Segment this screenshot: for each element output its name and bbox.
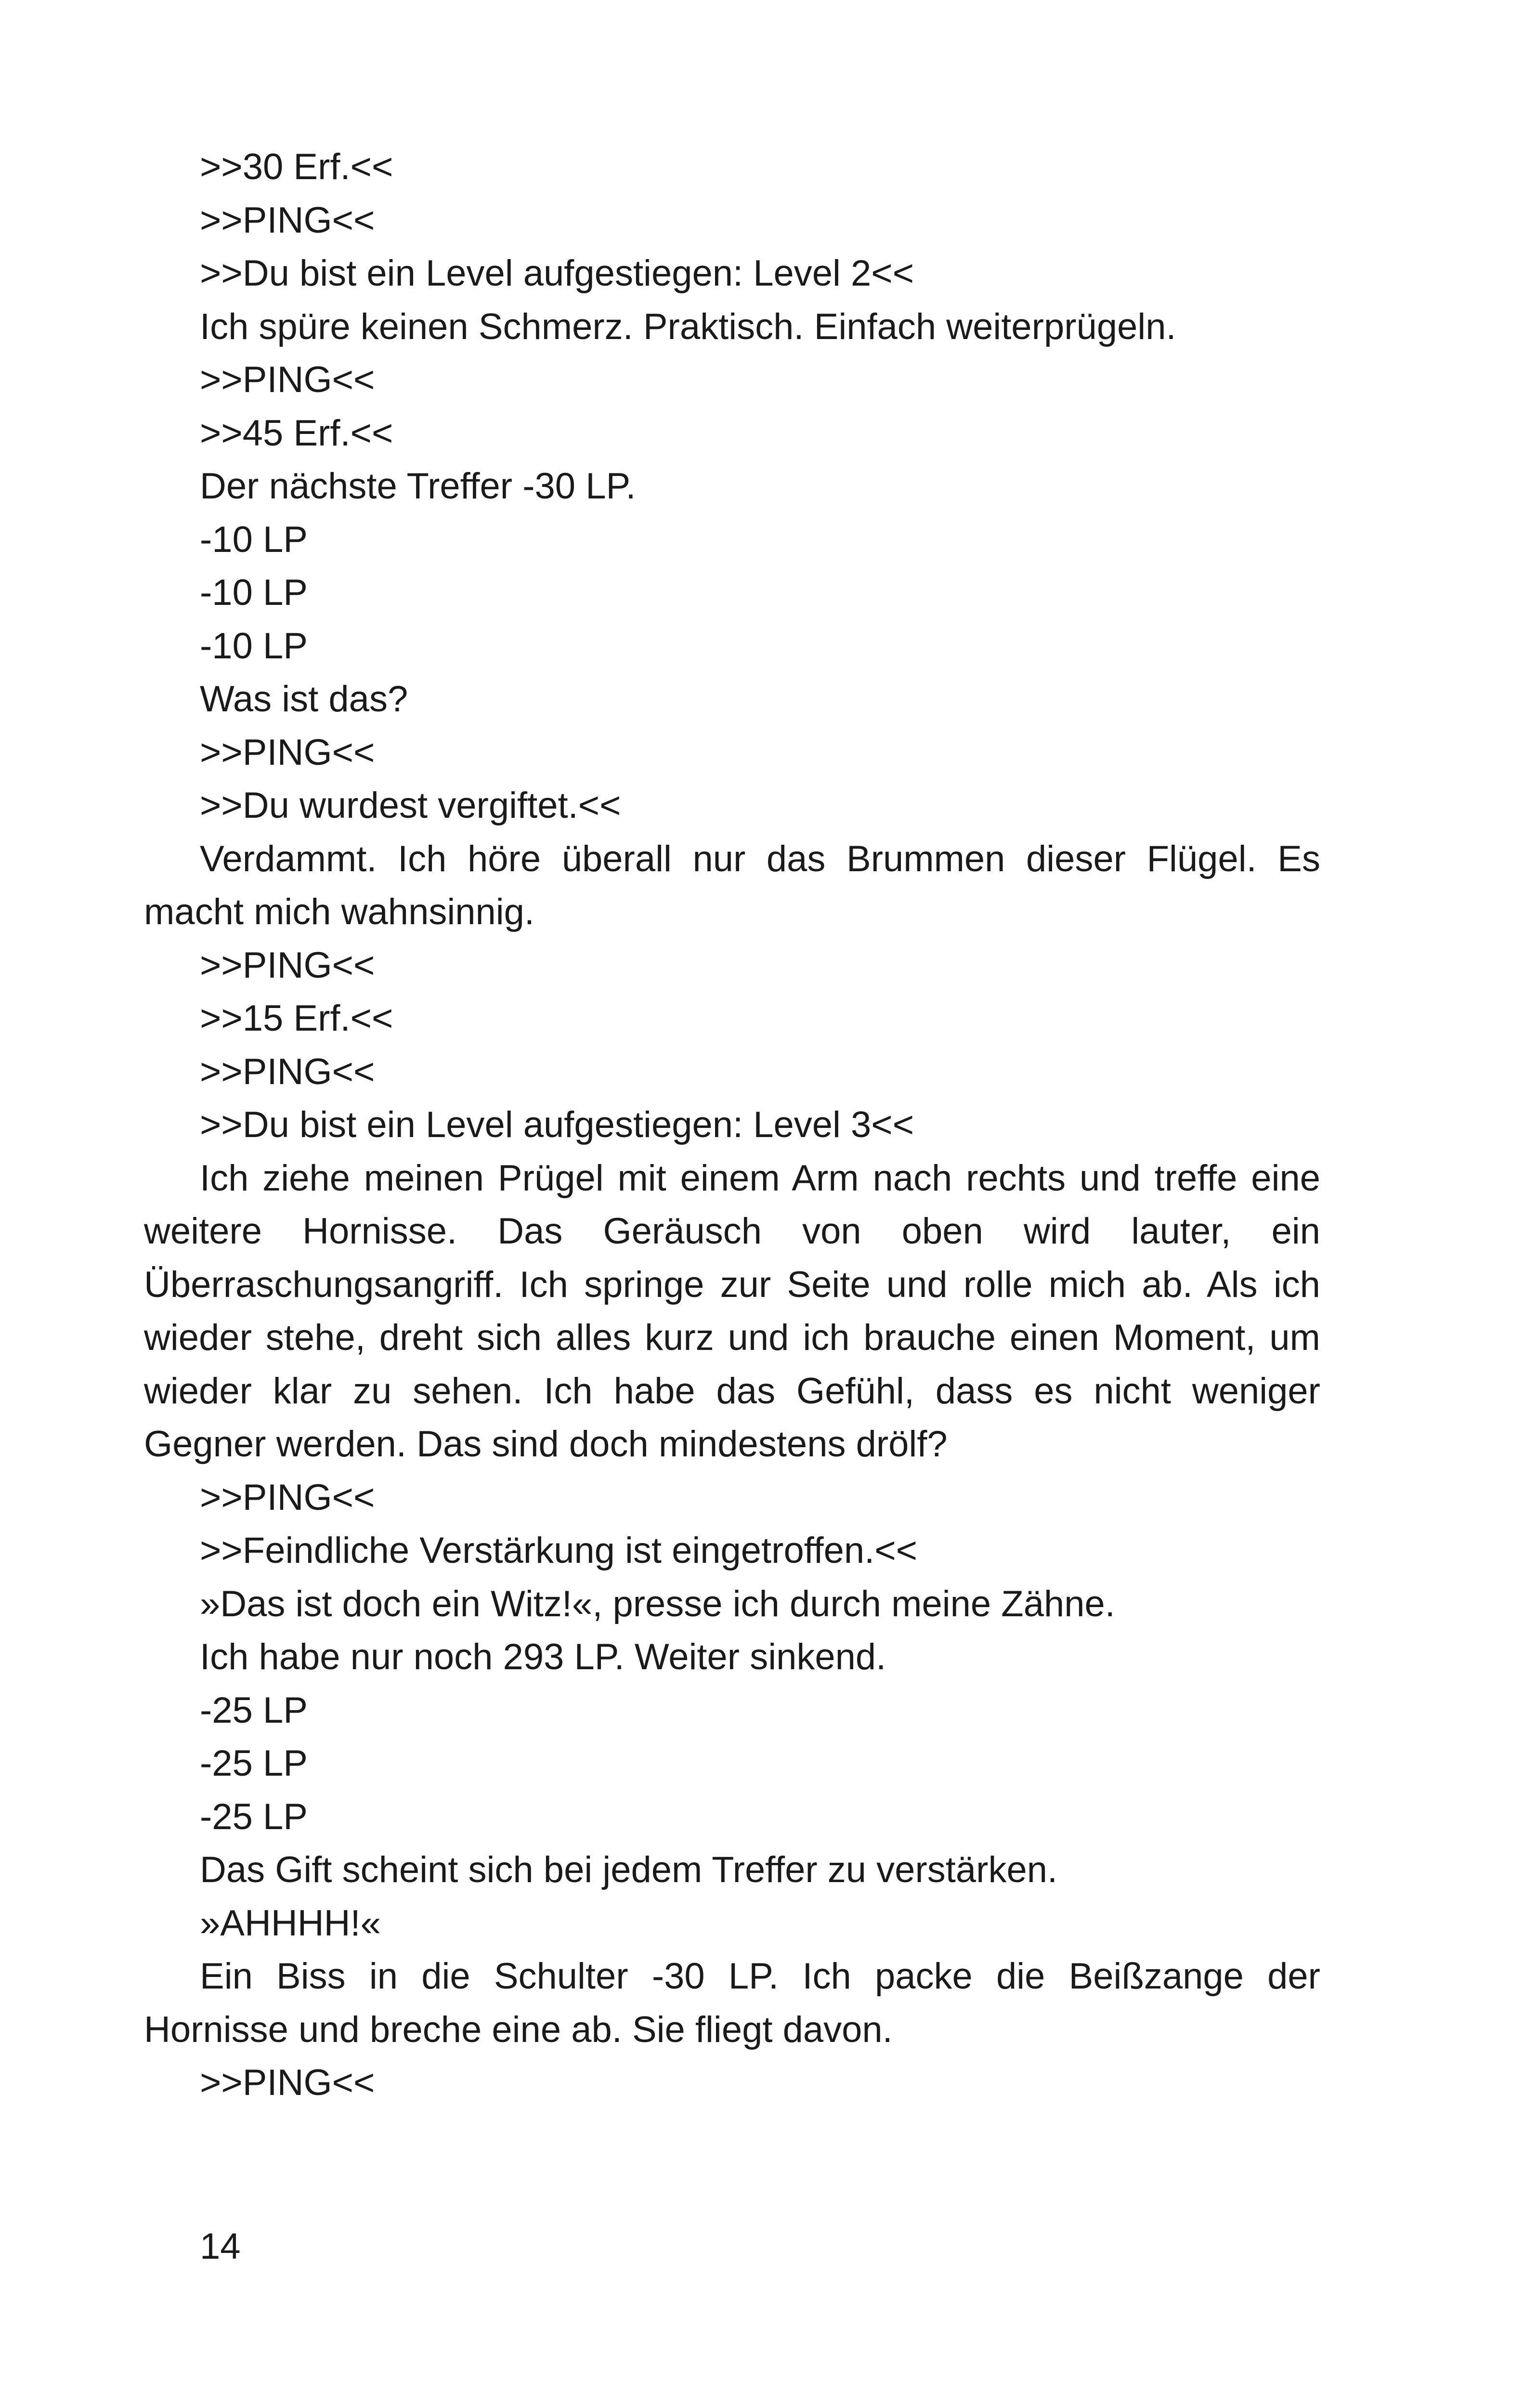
paragraph: >>PING<<	[200, 1051, 375, 1092]
paragraph: Der nächste Treffer -30 LP.	[200, 466, 636, 507]
paragraph: Ich habe nur noch 293 LP. Weiter sinkend.	[200, 1636, 886, 1677]
paragraph: >>30 Erf.<<	[200, 146, 393, 187]
paragraph: -25 LP	[200, 1689, 308, 1731]
paragraph: »AHHHH!«	[200, 1902, 381, 1944]
paragraph: >>Du bist ein Level aufgestiegen: Level 2<<	[200, 253, 914, 294]
paragraph: >>Du wurdest vergiftet.<<	[200, 785, 621, 826]
paragraph: >>PING<<	[200, 2062, 375, 2103]
paragraph: Das Gift scheint sich bei jedem Treffer zu verstärken.	[200, 1849, 1058, 1890]
paragraph: >>PING<<	[200, 199, 375, 241]
paragraph: »Das ist doch ein Witz!«, presse ich durch meine Zähne.	[200, 1583, 1115, 1624]
paragraph: >>Feindliche Verstärkung ist eingetroffen.<<	[200, 1530, 918, 1571]
paragraph: -25 LP	[200, 1743, 308, 1784]
paragraph: >>45 Erf.<<	[200, 412, 393, 454]
paragraph: -25 LP	[200, 1796, 308, 1837]
paragraph: Was ist das?	[200, 679, 408, 720]
paragraph: -10 LP	[200, 519, 308, 560]
paragraph: -10 LP	[200, 572, 308, 613]
paragraph: >>15 Erf.<<	[200, 998, 393, 1039]
paragraph: >>PING<<	[200, 1477, 375, 1518]
paragraph: >>PING<<	[200, 732, 375, 773]
paragraph: -10 LP	[200, 625, 308, 667]
paragraph: >>PING<<	[200, 359, 375, 400]
paragraph: Ein Biss in die Schulter -30 LP. Ich packe die Beißzange der Hornisse und breche eine ab. Sie fliegt davon.	[144, 1956, 1320, 2050]
page-body	[144, 141, 1320, 2110]
paragraph: >>PING<<	[200, 944, 375, 986]
paragraph: Ich ziehe meinen Prügel mit einem Arm nach rechts und treffe eine weitere Hornisse. Das Geräusch von oben wird lauter, ein Überraschungsangriff. Ich springe zur Seite und rolle mich ab. Als ich wieder stehe, dreht sich alles kurz und ich brauche einen Moment, um wieder klar zu sehen. Ich habe das Gefühl, dass es nicht weniger Gegner werden. Das sind doch mindestens drölf?	[144, 1157, 1320, 1465]
page-number: 14	[200, 2226, 241, 2267]
paragraph: >>Du bist ein Level aufgestiegen: Level 3<<	[200, 1104, 914, 1145]
paragraph: Verdammt. Ich höre überall nur das Brummen dieser Flügel. Es macht mich wahnsinnig.	[144, 838, 1320, 932]
paragraph: Ich spüre keinen Schmerz. Praktisch. Einfach weiterprügeln.	[200, 306, 1176, 347]
